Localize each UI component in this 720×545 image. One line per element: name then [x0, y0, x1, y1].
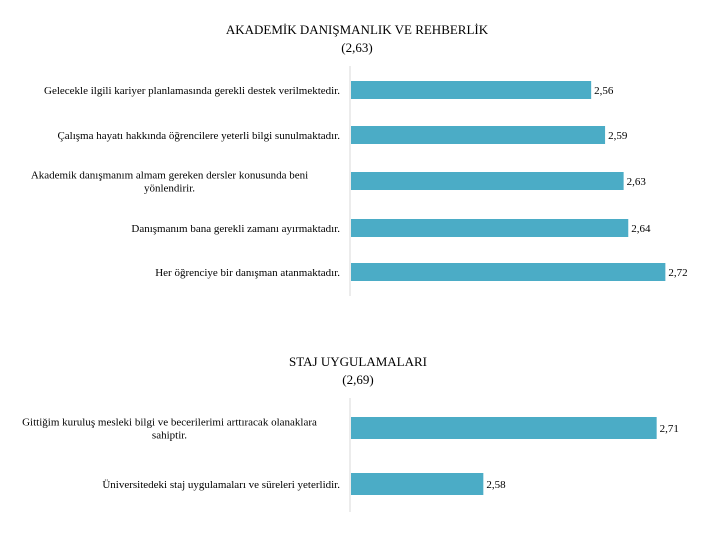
- chart1-plot: [31, 66, 688, 296]
- chart1-value-label-5: 2,72: [668, 267, 688, 279]
- chart2-subtitle: (2,69): [342, 372, 374, 387]
- chart2-category-label-2: Üniversitedeki staj uygulamaları ve süreleri yeterlidir.: [102, 479, 340, 491]
- chart2-category-label-1: Gittiğim kuruluş mesleki bilgi ve becerilerimi arttıracak olanaklara sahiptir.: [22, 416, 317, 442]
- chart1-value-label-2: 2,59: [608, 130, 628, 142]
- chart1-value-label-1: 2,56: [594, 85, 614, 97]
- chart1-bar-5: [351, 263, 665, 281]
- chart1-value-label-4: 2,64: [631, 223, 651, 235]
- chart1-subtitle: (2,63): [341, 40, 373, 55]
- chart1-bar-2: [351, 126, 605, 144]
- chart2-bar-2: [351, 473, 483, 495]
- chart1-category-label-3: Akademik danışmanım almam gereken dersler konusunda beni yönlendirir.: [30, 169, 309, 195]
- chart2-value-label-2: 2,58: [486, 479, 506, 491]
- chart1-bar-1: [351, 81, 591, 99]
- chart1-bar-3: [351, 172, 624, 190]
- chart2-plot: [22, 398, 679, 512]
- chart1-category-label-5: Her öğrenciye bir danışman atanmaktadır.: [155, 267, 340, 279]
- chart1-value-label-3: 2,63: [626, 176, 646, 188]
- chart2-value-label-1: 2,71: [659, 423, 679, 435]
- chart1-category-label-1: Gelecekle ilgili kariyer planlamasında gerekli destek verilmektedir.: [44, 85, 340, 97]
- chart1-title: AKADEMİK DANIŞMANLIK VE REHBERLİK: [225, 22, 489, 37]
- chart2-bar-1: [351, 417, 657, 439]
- chart1-category-label-4: Danışmanım bana gerekli zamanı ayırmaktadır.: [131, 223, 340, 235]
- chart1-bar-4: [351, 219, 628, 237]
- chart2-title: STAJ UYGULAMALARI: [289, 354, 427, 369]
- chart1-category-label-2: Çalışma hayatı hakkında öğrencilere yeterli bilgi sunulmaktadır.: [57, 130, 340, 142]
